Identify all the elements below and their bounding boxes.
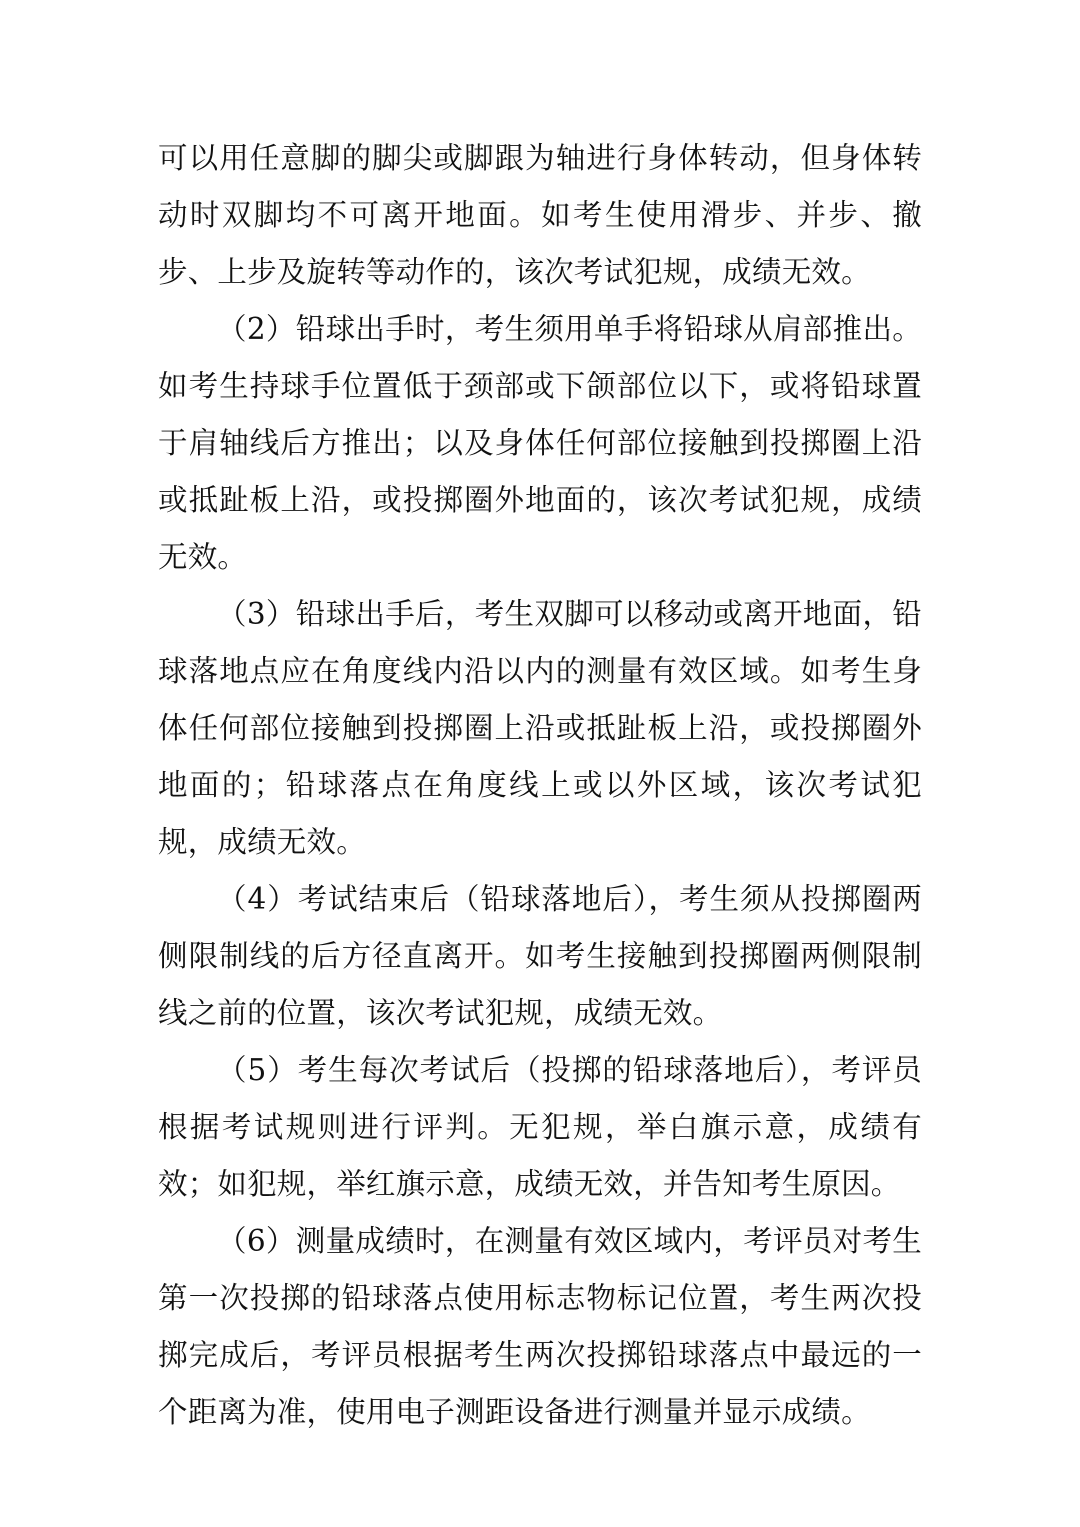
paragraph-continued: 可以用任意脚的脚尖或脚跟为轴进行身体转动，但身体转动时双脚均不可离开地面。如考生使用滑步、并步、撤步、上步及旋转等动作的，该次考试犯规，成绩无效。 xyxy=(158,141,922,289)
paragraph-item-4: （4）考试结束后（铅球落地后），考生须从投掷圈两侧限制线的后方径直离开。如考生接触到投掷圈两侧限制线之前的位置，该次考试犯规，成绩无效。 xyxy=(158,882,922,1030)
document-body xyxy=(158,130,922,1441)
paragraph-item-5: （5）考生每次考试后（投掷的铅球落地后），考评员根据考试规则进行评判。无犯规，举白旗示意，成绩有效；如犯规，举红旗示意，成绩无效，并告知考生原因。 xyxy=(158,1053,922,1201)
paragraph-item-3: （3）铅球出手后，考生双脚可以移动或离开地面，铅球落地点应在角度线内沿以内的测量有效区域。如考生身体任何部位接触到投掷圈上沿或抵趾板上沿，或投掷圈外地面的；铅球落点在角度线上或以外区域，该次考试犯规，成绩无效。 xyxy=(158,597,922,859)
paragraph-item-2: （2）铅球出手时，考生须用单手将铅球从肩部推出。如考生持球手位置低于颈部或下颌部位以下，或将铅球置于肩轴线后方推出；以及身体任何部位接触到投掷圈上沿或抵趾板上沿，或投掷圈外地面的，该次考试犯规，成绩无效。 xyxy=(158,312,922,574)
paragraph-item-6: （6）测量成绩时，在测量有效区域内，考评员对考生第一次投掷的铅球落点使用标志物标记位置，考生两次投掷完成后，考评员根据考生两次投掷铅球落点中最远的一个距离为准，使用电子测距设备进行测量并显示成绩。 xyxy=(158,1224,922,1429)
